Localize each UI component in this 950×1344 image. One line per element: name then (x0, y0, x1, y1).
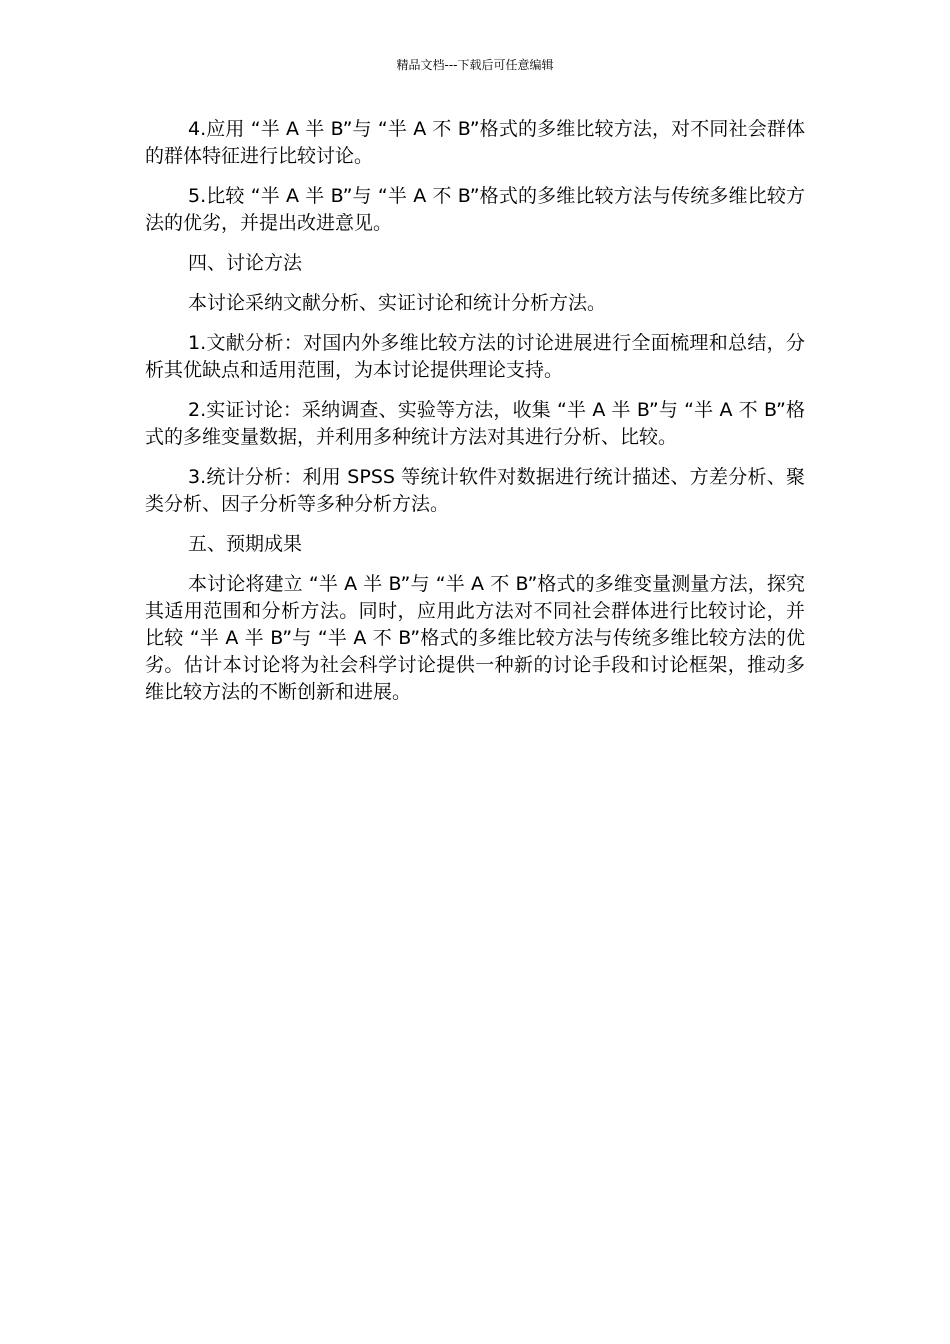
section-heading-outcomes: 五、预期成果 (188, 533, 303, 555)
method-literature-analysis: 1.文献分析：对国内外多维比较方法的讨论进展进行全面梳理和总结，分析其优缺点和适用范围，为本讨论提供理论支持。 (145, 332, 805, 381)
expected-outcomes-paragraph: 本讨论将建立 “半 A 半 B”与 “半 A 不 B”格式的多维变量测量方法，探究其适用范围和分析方法。同时，应用此方法对不同社会群体进行比较讨论，并比较 “半 A 半 B”与 “半 A 不 B”格式的多维比较方法与传统多维比较方法的优劣。估计本讨论将为社会科学讨论提供一种新的讨论手段和讨论框架，推动多维比较方法的不断创新和进展。 (145, 573, 805, 703)
method-statistical-analysis: 3.统计分析：利用 SPSS 等统计软件对数据进行统计描述、方差分析、聚类分析、因子分析等多种分析方法。 (145, 466, 805, 515)
document-body (145, 116, 805, 719)
paragraph-item-5: 5.比较 “半 A 半 B”与 “半 A 不 B”格式的多维比较方法与传统多维比较方法的优劣，并提出改进意见。 (145, 185, 805, 234)
methods-intro: 本讨论采纳文献分析、实证讨论和统计分析方法。 (188, 292, 607, 314)
page-header: 精品文档---下载后可任意编辑 (396, 58, 554, 72)
paragraph-item-4: 4.应用 “半 A 半 B”与 “半 A 不 B”格式的多维比较方法，对不同社会群体的群体特征进行比较讨论。 (145, 118, 805, 167)
section-heading-methods: 四、讨论方法 (188, 252, 303, 274)
method-empirical-study: 2.实证讨论：采纳调查、实验等方法，收集 “半 A 半 B”与 “半 A 不 B”格式的多维变量数据，并利用多种统计方法对其进行分析、比较。 (145, 399, 805, 448)
